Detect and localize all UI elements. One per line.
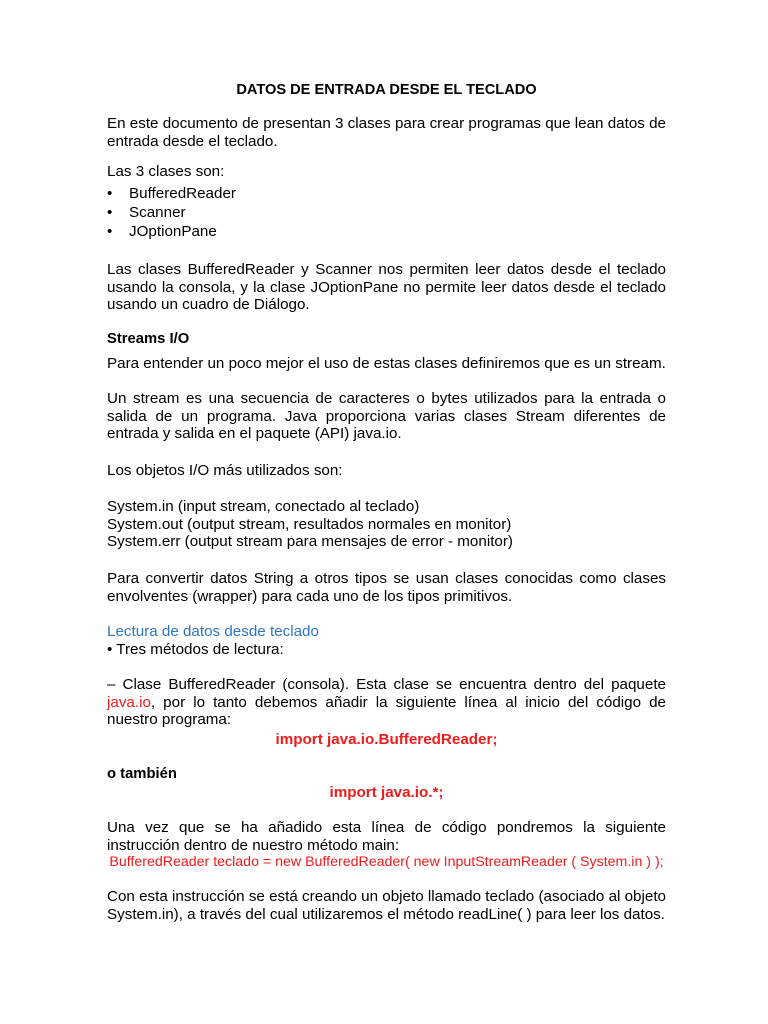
buffered-reader-suffix: , por lo tanto debemos añadir la siguiente línea al inicio del código de nuestro programa: bbox=[107, 693, 666, 728]
document-title: DATOS DE ENTRADA DESDE EL TECLADO bbox=[236, 82, 537, 98]
bullet-icon: • bbox=[107, 204, 113, 221]
list-item-label: Scanner bbox=[129, 204, 186, 221]
final-paragraph: Con esta instrucción se está creando un objeto llamado teclado (asociado al objeto System.in), a través del cual utilizaremos el método readLine( ) para leer los datos. bbox=[107, 888, 666, 923]
stream-definition: Un stream es una secuencia de caracteres o bytes utilizados para la entrada o salida de un programa. Java proporciona varias clases Stream diferentes de entrada y salida en el paquete (API) java.io. bbox=[107, 390, 666, 442]
classes-description: Las clases BufferedReader y Scanner nos permiten leer datos desde el teclado usando la consola, y la clase JOptionPane no permite leer datos desde el teclado usando un cuadro de Diálogo. bbox=[107, 261, 666, 313]
wrapper-paragraph: Para convertir datos String a otros tipos se usan clases conocidas como clases envolventes (wrapper) para cada uno de los tipos primitivos. bbox=[107, 570, 666, 605]
or-also-label: o también bbox=[107, 766, 177, 782]
reading-section-link[interactable]: Lectura de datos desde teclado bbox=[107, 623, 319, 640]
buffered-reader-paragraph bbox=[107, 676, 666, 729]
code-instruction: BufferedReader teclado = new BufferedReader( new InputStreamReader ( System.in ) ); bbox=[109, 854, 664, 870]
methods-line: • Tres métodos de lectura: bbox=[107, 641, 284, 658]
list-item: System.in (input stream, conectado al teclado) bbox=[107, 498, 420, 515]
streams-heading: Streams I/O bbox=[107, 331, 190, 347]
bullet-icon: • bbox=[107, 223, 113, 240]
list-item-label: JOptionPane bbox=[129, 223, 217, 240]
io-objects-intro: Los objetos I/O más utilizados son: bbox=[107, 462, 343, 479]
classes-list-intro: Las 3 clases son: bbox=[107, 163, 225, 180]
import-statement-1: import java.io.BufferedReader; bbox=[275, 731, 498, 748]
intro-paragraph: En este documento de presentan 3 clases para crear programas que lean datos de entrada desde el teclado. bbox=[107, 115, 666, 150]
import-statement-2: import java.io.*; bbox=[329, 784, 444, 801]
instruction-intro: Una vez que se ha añadido esta línea de código pondremos la siguiente instrucción dentro de nuestro método main: bbox=[107, 819, 666, 854]
list-item: System.out (output stream, resultados normales en monitor) bbox=[107, 515, 512, 533]
list-item-label: BufferedReader bbox=[129, 185, 236, 202]
bullet-icon: • bbox=[107, 185, 113, 202]
buffered-reader-prefix: – Clase BufferedReader (consola). Esta clase se encuentra dentro del paquete bbox=[107, 676, 666, 693]
streams-intro: Para entender un poco mejor el uso de estas clases definiremos que es un stream. bbox=[107, 355, 666, 372]
list-item: System.err (output stream para mensajes de error - monitor) bbox=[107, 533, 513, 550]
package-link[interactable]: java.io bbox=[107, 693, 151, 711]
io-objects-list bbox=[107, 498, 666, 551]
